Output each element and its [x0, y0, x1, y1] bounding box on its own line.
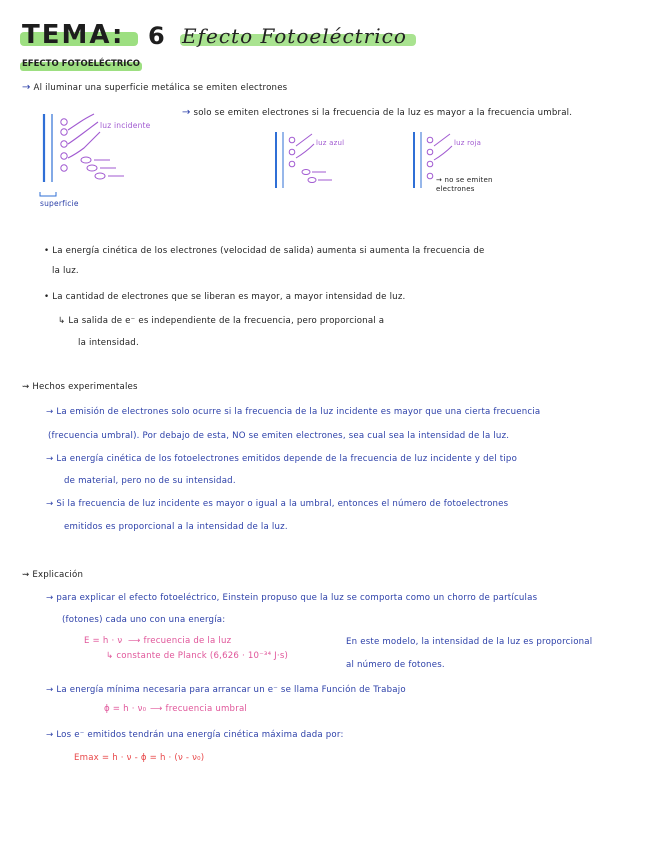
hechos-item-2-line-1: → La energía cinética de los fotoelectrones emitidos depende de la frecuencia de luz incidente y del tipo: [46, 454, 518, 464]
hechos-item-1-line-1: → La emisión de electrones solo ocurre si la frecuencia de la luz incidente es mayor que una cierta frecuencia: [46, 407, 541, 417]
label-incident-light: luz incidente: [100, 121, 151, 130]
explicacion-item-3: → Los e⁻ emitidos tendrán una energía cinética máxima dada por:: [46, 730, 344, 740]
umbral-annotation: ⟶ frecuencia umbral: [150, 704, 248, 714]
hechos-heading: ⇝ Hechos experimentales: [22, 382, 138, 392]
bullet-2-sub-line-1: ↳ La salida de e⁻ es independiente de la frecuencia, pero proporcional a: [58, 316, 385, 326]
arrow-icon: →: [22, 82, 31, 93]
squiggle-arrow-icon: ⇝: [22, 382, 30, 392]
bullet-2-sub-line-2: la intensidad.: [78, 338, 139, 348]
hechos-item-1-line-2: (frecuencia umbral). Por debajo de esta, NO se emiten electrones, sea cual sea la intensidad de la luz.: [48, 431, 510, 441]
hechos-item-2-line-2: de material, pero no de su intensidad.: [64, 476, 236, 486]
bullet-2-line-1: • La cantidad de electrones que se liberan es mayor, a mayor intensidad de luz.: [44, 292, 406, 302]
explicacion-item-1-line-1: → para explicar el efecto fotoeléctrico, Einstein propuso que la luz se comporta como un chorro de partículas: [46, 593, 538, 603]
planck-annotation: ↳ constante de Planck (6,626 · 10⁻³⁴ J·s): [106, 651, 289, 661]
freq-annotation: ⟶ frecuencia de la luz: [128, 636, 232, 646]
formula-emax: Emax = h · ν - ϕ = h · (ν - ν₀): [74, 753, 205, 763]
corner-arrow-icon: ↳: [106, 651, 114, 661]
page-title: Efecto Fotoeléctrico: [182, 24, 407, 48]
arrow-icon: →: [46, 593, 54, 603]
corner-arrow-icon: ↳: [58, 316, 66, 326]
arrow-icon: →: [46, 407, 54, 417]
explicacion-item-2: → La energía mínima necesaria para arrancar un e⁻ se llama Función de Trabajo: [46, 685, 406, 695]
arrow-icon: →: [46, 499, 54, 509]
bullet-dot-icon: •: [44, 292, 50, 302]
section-subtitle: EFECTO FOTOELÉCTRICO: [22, 59, 140, 69]
label-no-emit: → no se emiten electrones: [436, 176, 493, 193]
formula-energy: E = h · ν: [84, 636, 123, 646]
long-arrow-icon: ⟶: [128, 636, 141, 646]
arrow-icon: →: [436, 176, 443, 184]
intro-line-2: → solo se emiten electrones si la frecuencia de la luz es mayor a la frecuencia umbral.: [182, 107, 573, 118]
tema-label: TEMA:: [22, 20, 125, 50]
arrow-icon: →: [46, 730, 54, 740]
formula-work-function: ϕ = h · ν₀: [104, 704, 147, 714]
intro-line-1: → Al iluminar una superficie metálica se emiten electrones: [22, 82, 288, 93]
arrow-icon: →: [182, 107, 191, 118]
label-red-light: luz roja: [454, 139, 482, 147]
hechos-item-3-line-2: emitidos es proporcional a la intensidad de la luz.: [64, 522, 288, 532]
bullet-1-line-2: la luz.: [52, 266, 79, 276]
tema-header: [22, 20, 124, 50]
bullet-1-line-1: • La energía cinética de los electrones (velocidad de salida) aumenta si aumenta la frecuencia de: [44, 246, 485, 256]
arrow-icon: →: [46, 454, 54, 464]
explicacion-item-1-line-2: (fotones) cada uno con una energía:: [62, 615, 226, 625]
arrow-icon: →: [46, 685, 54, 695]
model-note-line-2: al número de fotones.: [346, 660, 445, 670]
bullet-dot-icon: •: [44, 246, 50, 256]
tema-number: 6: [148, 22, 165, 50]
long-arrow-icon: ⟶: [150, 704, 163, 714]
model-note-line-1: En este modelo, la intensidad de la luz es proporcional: [346, 637, 593, 647]
explicacion-heading: ⇝ Explicación: [22, 570, 84, 580]
label-surface: superficie: [40, 199, 79, 208]
hechos-item-3-line-1: → Si la frecuencia de luz incidente es mayor o igual a la umbral, entonces el número de fotoelectrones: [46, 499, 509, 509]
label-blue-light: luz azul: [316, 139, 345, 147]
squiggle-arrow-icon: ⇝: [22, 570, 30, 580]
